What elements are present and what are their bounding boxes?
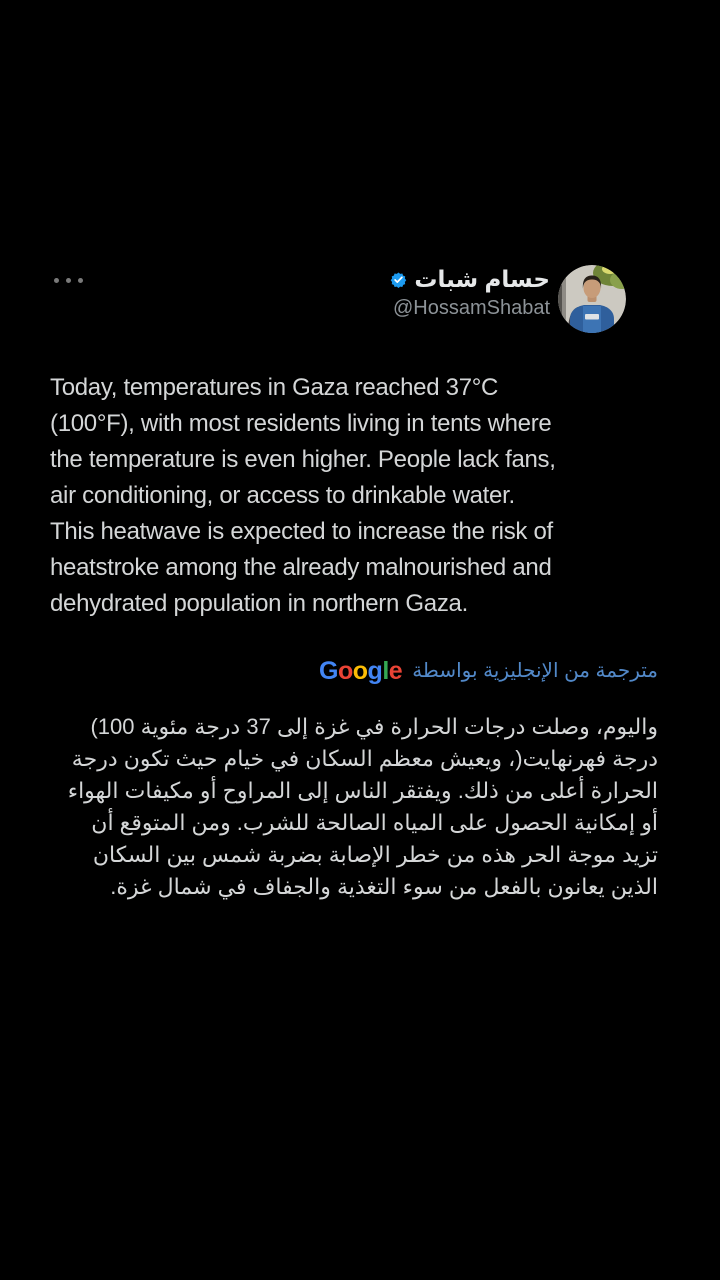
more-options-button[interactable] — [52, 276, 85, 285]
tweet-line-ar: تزيد موجة الحر هذه من خطر الإصابة بضربة شمس بين السكان — [92, 842, 658, 867]
tweet-text-english — [50, 370, 680, 622]
ellipsis-dot — [54, 278, 59, 283]
verified-badge-icon — [390, 271, 407, 288]
translated-by-label: مترجمة من الإنجليزية بواسطة — [412, 660, 658, 682]
tweet-line-en: the temperature is even higher. People lack fans, — [50, 446, 556, 473]
ellipsis-dot — [66, 278, 71, 283]
tweet-line-en: heatstroke among the already malnourished and — [50, 554, 552, 581]
tweet-line-en: dehydrated population in northern Gaza. — [50, 590, 468, 617]
google-logo-letter: l — [382, 657, 389, 685]
translation-attribution — [319, 655, 658, 687]
tweet-line-ar: درجة فهرنهايت‎)‎، ويعيش معظم السكان في خيام حيث تكون درجة — [71, 746, 658, 771]
avatar[interactable] — [558, 265, 626, 333]
avatar-photo-image — [558, 265, 626, 333]
tweet-line-en: air conditioning, or access to drinkable water. — [50, 482, 515, 509]
tweet-text-arabic — [50, 711, 658, 903]
google-logo-letter: o — [337, 657, 353, 685]
author-handle[interactable]: @HossamShabat — [392, 297, 550, 319]
tweet-line-ar: الذين يعانون بالفعل من سوء التغذية والجفاف في شمال غزة. — [110, 874, 658, 899]
author-name-row[interactable] — [390, 266, 550, 293]
google-logo-letter: g — [367, 657, 383, 685]
author-name[interactable]: حسام شبات — [414, 266, 550, 292]
tweet-line-ar: أو إمكانية الحصول على المياه الصالحة للشرب. ومن المتوقع أن — [91, 810, 658, 835]
avatar-left-dark-edge — [558, 285, 562, 333]
google-logo-letter: o — [352, 657, 368, 685]
tweet-line-en: This heatwave is expected to increase the risk of — [50, 518, 553, 545]
ellipsis-dot — [78, 278, 83, 283]
author-block — [390, 266, 550, 320]
tweet-line-ar: واليوم، وصلت درجات الحرارة في غزة إلى 37 درجة مئوية ‎(100 — [90, 714, 658, 739]
tweet-line-ar: الحرارة أعلى من ذلك. ويفتقر الناس إلى المراوح أو مكيفات الهواء — [67, 778, 658, 803]
google-logo — [319, 655, 402, 687]
tweet-line-en: Today, temperatures in Gaza reached 37°C — [50, 374, 499, 401]
google-logo-letter: G — [319, 657, 338, 685]
google-logo-letter: e — [388, 657, 403, 685]
tweet-line-en: (100°F), with most residents living in tents where — [50, 410, 552, 437]
